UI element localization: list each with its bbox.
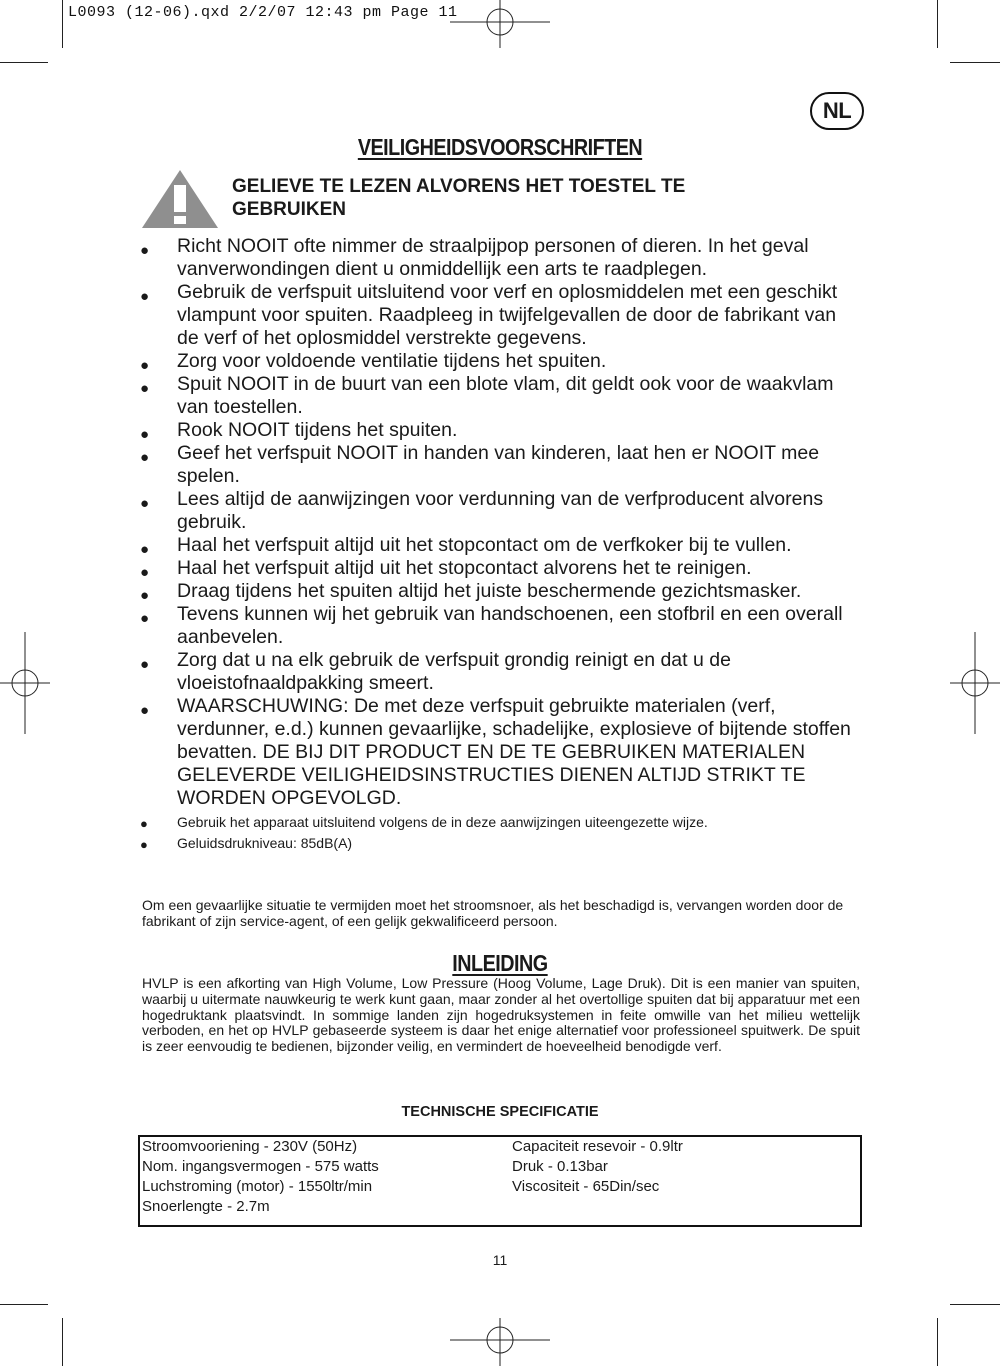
list-item: ● Tevens kunnen wij het gebruik van handschoenen, een stofbril en een overall aanbevelen.	[140, 603, 843, 648]
language-badge: NL	[810, 92, 864, 130]
spec-item: Druk - 0.13bar	[512, 1158, 608, 1175]
print-slug: L0093 (12-06).qxd 2/2/07 12:43 pm Page 11	[68, 4, 458, 21]
spec-item: Luchstroming (motor) - 1550ltr/min	[142, 1178, 373, 1195]
intro-heading: INLEIDING	[452, 950, 548, 976]
list-item: ● WAARSCHUWING: De met deze verfspuit gebruikte materialen (verf, verdunner, e.d.) kunnen gevaarlijke, schadelijke, explosieve of bijtende stoffen bevatten. DE BIJ DIT PRODUCT EN DE TE GEBRUIKEN MATERIALEN GELEVERDE VEILIGHEIDSINSTRUCTIES DIENEN ALTIJD STRIKT TE WORDEN OPGEVOLGD.	[140, 695, 851, 809]
spec-column-right	[512, 1137, 683, 1197]
spec-item: Viscositeit - 65Din/sec	[512, 1178, 660, 1195]
list-item: ● Geef het verfspuit NOOIT in handen van kinderen, laat hen er NOOIT mee spelen.	[140, 442, 820, 487]
list-item: ● Gebruik het apparaat uitsluitend volgens de in deze aanwijzingen uiteengezette wijze.	[140, 814, 708, 831]
spec-table	[138, 1135, 862, 1227]
list-item: ● Zorg voor voldoende ventilatie tijdens het spuiten.	[140, 350, 607, 374]
list-item: ● Richt NOOIT ofte nimmer de straalpijpop personen of dieren. In het geval vanverwondingen dient u onmiddellijk een arts te raadplegen.	[140, 235, 809, 280]
list-item: ● Geluidsdrukniveau: 85dB(A)	[140, 835, 353, 852]
spec-item: Snoerlengte - 2.7m	[142, 1198, 270, 1215]
list-item: ● Haal het verfspuit altijd uit het stopcontact om de verfkoker bij te vullen.	[140, 534, 792, 558]
cord-notice: Om een gevaarlijke situatie te vermijden moet het stroomsnoer, als het beschadigd is, vervangen worden door de fabrikant of zijn service-agent, of een gelijk gekwalificeerd persoon.	[142, 897, 844, 929]
list-item: ● Rook NOOIT tijdens het spuiten.	[140, 419, 458, 443]
spec-item: Nom. ingangsvermogen - 575 watts	[142, 1158, 379, 1175]
spec-heading: TECHNISCHE SPECIFICATIE	[401, 1104, 599, 1120]
safety-rules-list	[140, 235, 862, 852]
list-item: ● Zorg dat u na elk gebruik de verfspuit grondig reinigt en dat u de vloeistofnaaldpakking smeert.	[140, 649, 731, 694]
list-item: ● Draag tijdens het spuiten altijd het juiste beschermende gezichtsmasker.	[140, 580, 802, 604]
safety-heading: VEILIGHEIDSVOORSCHRIFTEN	[357, 134, 643, 160]
list-item: ● Spuit NOOIT in de buurt van een blote vlam, dit geldt ook voor de waakvlam van toestellen.	[140, 373, 834, 418]
spec-column-left	[142, 1137, 379, 1217]
warning-subtitle: GELIEVE TE LEZEN ALVORENS HET TOESTEL TE GEBRUIKEN	[232, 176, 686, 220]
spec-item: Capaciteit resevoir - 0.9ltr	[512, 1138, 683, 1155]
list-item: ● Haal het verfspuit altijd uit het stopcontact alvorens het te reinigen.	[140, 557, 752, 581]
page-number: 11	[492, 1252, 508, 1268]
list-item: ● Lees altijd de aanwijzingen voor verdunning van de verfproducent alvorens gebruik.	[140, 488, 824, 533]
intro-paragraph: HVLP is een afkorting van High Volume, Low Pressure (Hoog Volume, Lage Druk). Dit is een manier van spuiten, waarbij u uitermate nauwkeurig te werk kunt gaan, maar zonder al het overtollige spuiten dat bij apparatuur met een hogedruktank plaatsvindt. In sommige landen zijn hogedruksystemen in feite omwille van het milieu wettelijk verboden, en het op HVLP gebaseerde systeem is daar het enige alternatief voor professioneel spuitwerk. De spuit is zeer eenvoudig te bedienen, bijzonder veilig, en vermindert de hoeveelheid benodigde verf.	[142, 975, 860, 1055]
spec-item: Stroomvooriening - 230V (50Hz)	[142, 1138, 358, 1155]
warning-triangle-icon	[140, 168, 220, 230]
list-item: ● Gebruik de verfspuit uitsluitend voor verf en oplosmiddelen met een geschikt vlampunt voor spuiten. Raadpleeg in twijfelgevallen de door de fabrikant van de verf of het oplosmiddel verstrekte gegevens.	[140, 281, 838, 349]
